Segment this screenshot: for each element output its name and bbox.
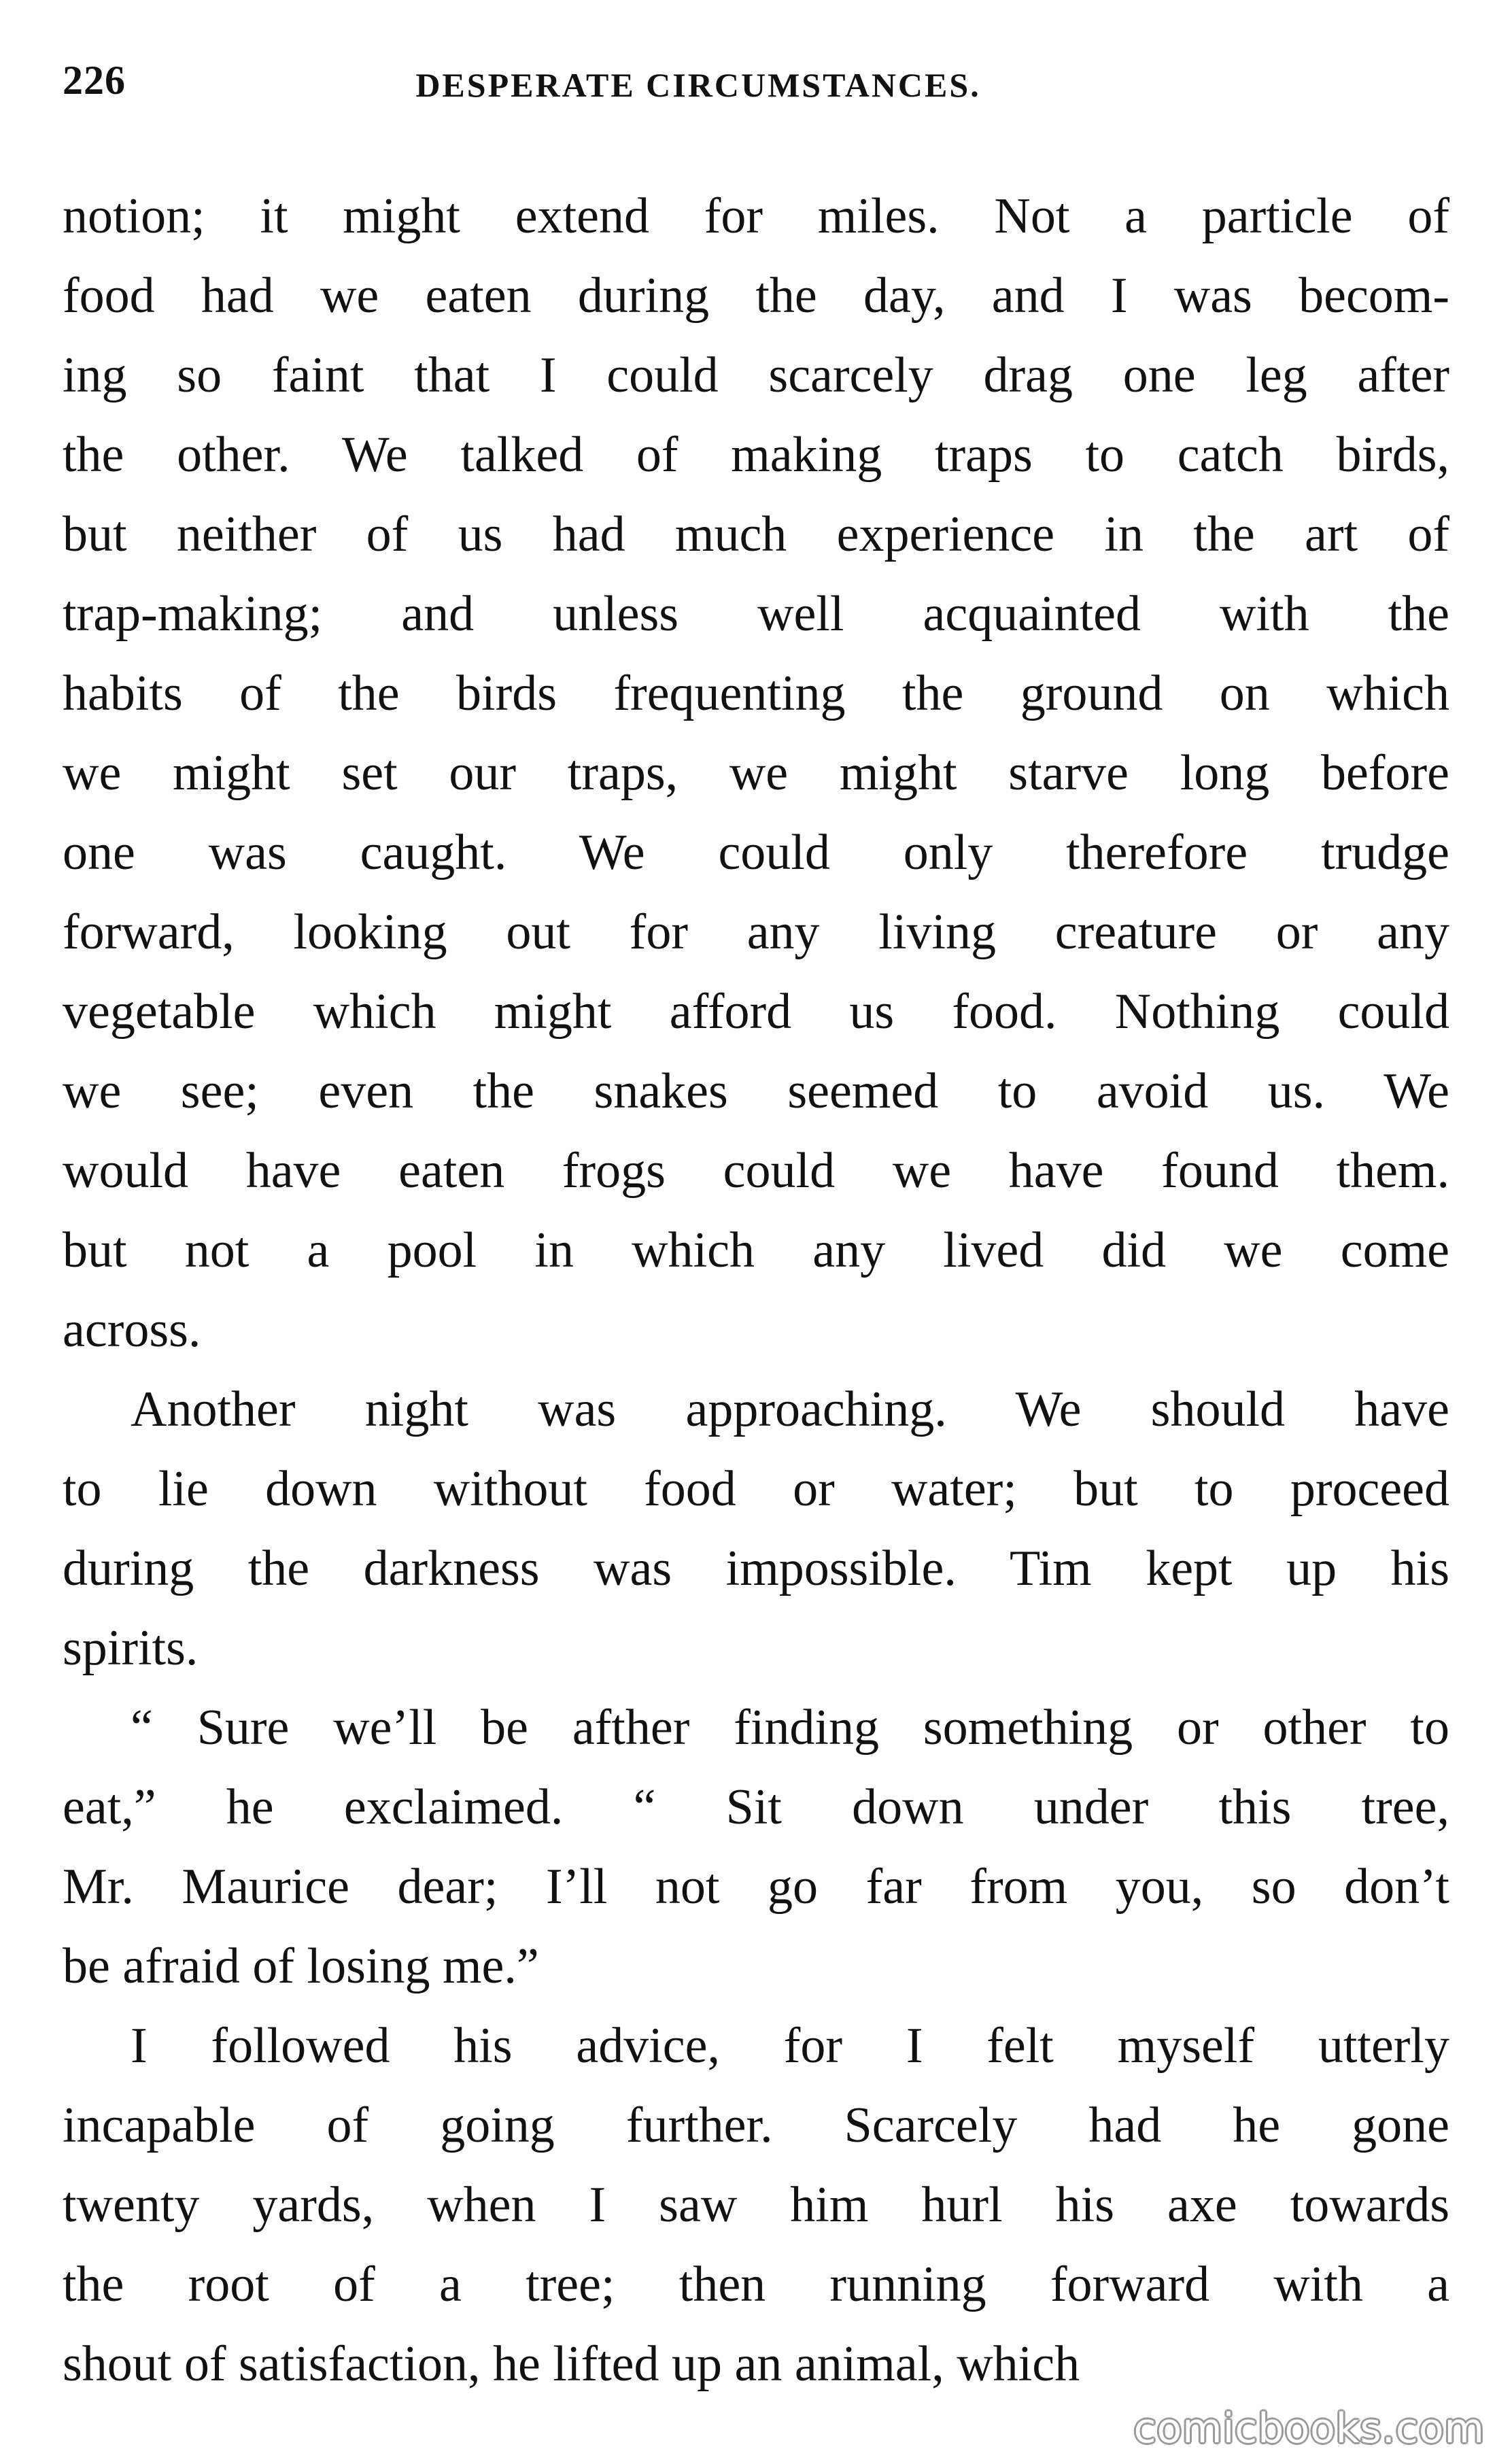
body-text [63,177,1449,2404]
text-line: the other. We talked of making traps to catch birds, [63,427,1449,483]
text-line: we see; even the snakes seemed to avoid us. We [63,1063,1449,1119]
text-line: one was caught. We could only therefore trudge [63,825,1449,880]
text-line: shout of satisfaction, he lifted up an animal, which [63,2336,1080,2392]
text-line: the root of a tree; then running forward with a [63,2257,1449,2312]
text-line: would have eaten frogs could we have found them. [63,1143,1449,1199]
paragraph [63,1370,1449,1688]
text-line: be afraid of losing me.” [63,1938,539,1994]
text-line: incapable of going further. Scarcely had he gone [63,2098,1449,2153]
text-line: spirits. [63,1620,199,1676]
text-line: trap-making; and unless well acquainted with the [63,586,1449,642]
chapter-title: DESPERATE CIRCUMSTANCES. [415,66,981,104]
text-line: we might set our traps, we might starve long before [63,745,1449,801]
text-line: food had we eaten during the day, and I was becom- [63,268,1449,324]
running-head [63,60,1449,114]
watermark-logo: comicbooks.com [1133,2405,1485,2452]
text-line: twenty yards, when I saw him hurl his axe towards [63,2177,1449,2233]
text-line: to lie down without food or water; but to proceed [63,1461,1449,1517]
paragraph [63,177,1449,1370]
text-line: “ Sure we’ll be afther finding something or other to [131,1700,1449,1756]
page-number: 226 [63,58,126,103]
text-line: but neither of us had much experience in the art of [63,507,1449,562]
text-line: notion; it might extend for miles. Not a particle of [63,188,1449,244]
text-line: but not a pool in which any lived did we come [63,1222,1449,1278]
text-line: habits of the birds frequenting the ground on which [63,666,1449,721]
text-line: I followed his advice, for I felt myself utterly [131,2018,1449,2074]
text-line: during the darkness was impossible. Tim kept up his [63,1541,1449,1596]
text-line: Mr. Maurice dear; I’ll not go far from you, so don’t [63,1859,1449,1915]
text-line: vegetable which might afford us food. Nothing could [63,984,1449,1040]
paragraph [63,2006,1449,2404]
paragraph [63,1688,1449,2006]
text-line: Another night was approaching. We should have [131,1382,1449,1437]
text-line: forward, looking out for any living creature or any [63,904,1449,960]
text-line: ing so faint that I could scarcely drag one leg after [63,347,1449,403]
text-line: eat,” he exclaimed. “ Sit down under this tree, [63,1779,1449,1835]
text-line: across. [63,1302,201,1358]
